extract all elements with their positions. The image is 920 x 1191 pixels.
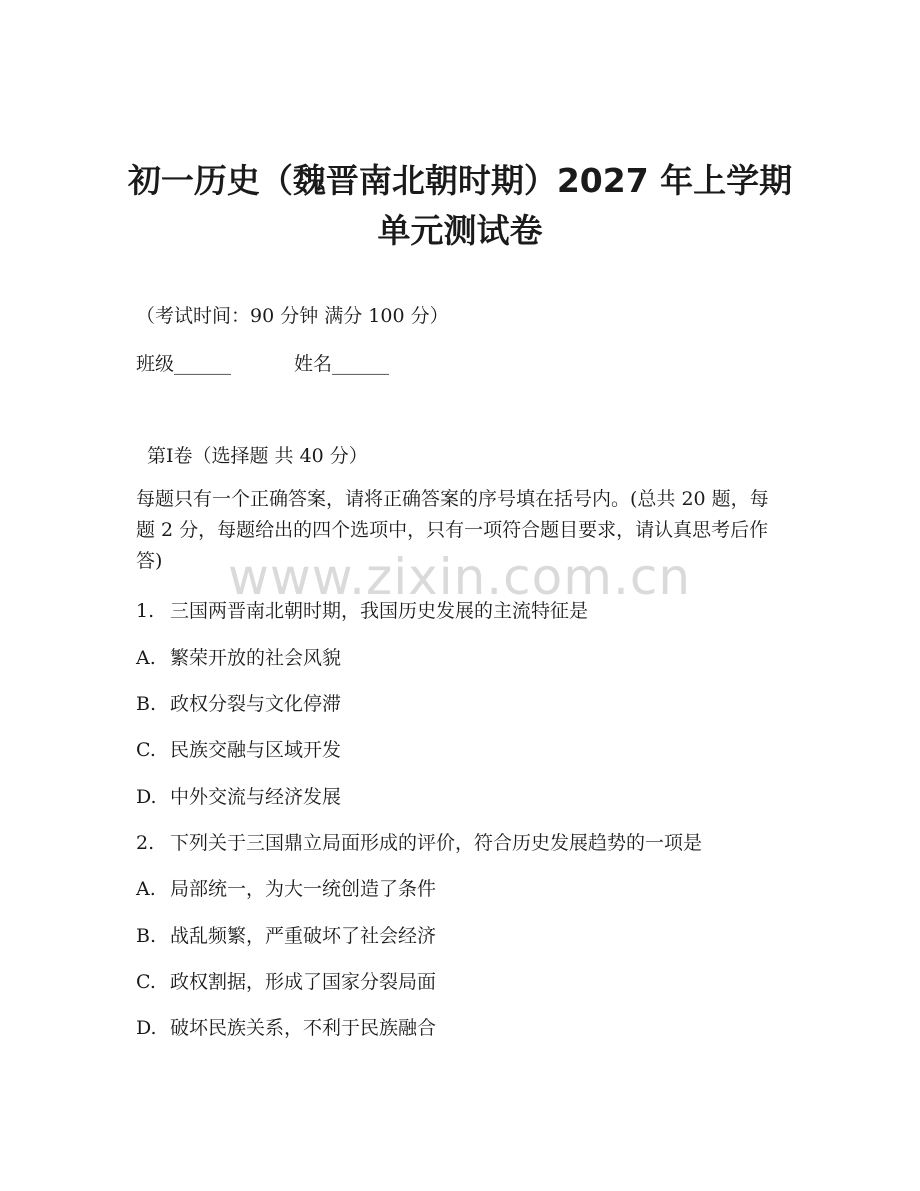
watermark: www.zixin.com.cn [228,548,692,606]
class-field: 班级______ [136,353,232,375]
option-item [136,921,436,948]
option-text: 民族交融与区域开发 [170,739,342,761]
option-item [136,782,341,809]
question-text: 下列关于三国鼎立局面形成的评价，符合历史发展趋势的一项是 [170,832,703,854]
exam-title-line-1: 初一历史（魏晋南北朝时期）2027 年上学期 [127,161,793,200]
exam-title-line-2: 单元测试卷 [377,211,543,250]
question-stem [136,828,702,855]
question-number: 2. [136,832,155,854]
option-item [136,874,436,901]
question-stem [136,596,588,623]
option-letter: C. [136,971,156,993]
option-item [136,967,436,994]
option-text: 战乱频繁，严重破坏了社会经济 [170,925,437,947]
option-item [136,643,341,670]
name-field: 姓名______ [294,353,390,375]
option-letter: A. [136,878,156,900]
option-letter: C. [136,739,156,761]
option-letter: B. [136,925,157,947]
section-heading: 第Ⅰ卷（选择题 共 40 分） [147,445,368,467]
instructions: 每题只有一个正确答案，请将正确答案的序号填在括号内。(总共 20 题，每题 2 分，每题给出的四个选项中，只有一项符合题目要求，请认真思考后作答) [136,488,769,572]
option-text: 政权分裂与文化停滞 [170,693,342,715]
option-letter: D. [136,1017,157,1039]
option-text: 政权割据，形成了国家分裂局面 [170,971,437,993]
option-item [136,689,341,716]
option-letter: B. [136,693,157,715]
question-text: 三国两晋南北朝时期，我国历史发展的主流特征是 [170,600,589,622]
option-letter: A. [136,647,156,669]
option-letter: D. [136,786,157,808]
option-text: 中外交流与经济发展 [170,786,342,808]
option-item [136,1013,436,1040]
option-text: 局部统一，为大一统创造了条件 [170,878,437,900]
exam-time-and-score: （考试时间：90 分钟 满分 100 分） [136,305,449,327]
option-text: 繁荣开放的社会风貌 [170,647,342,669]
question-number: 1. [136,600,155,622]
option-item [136,735,341,762]
option-text: 破坏民族关系，不利于民族融合 [170,1017,437,1039]
